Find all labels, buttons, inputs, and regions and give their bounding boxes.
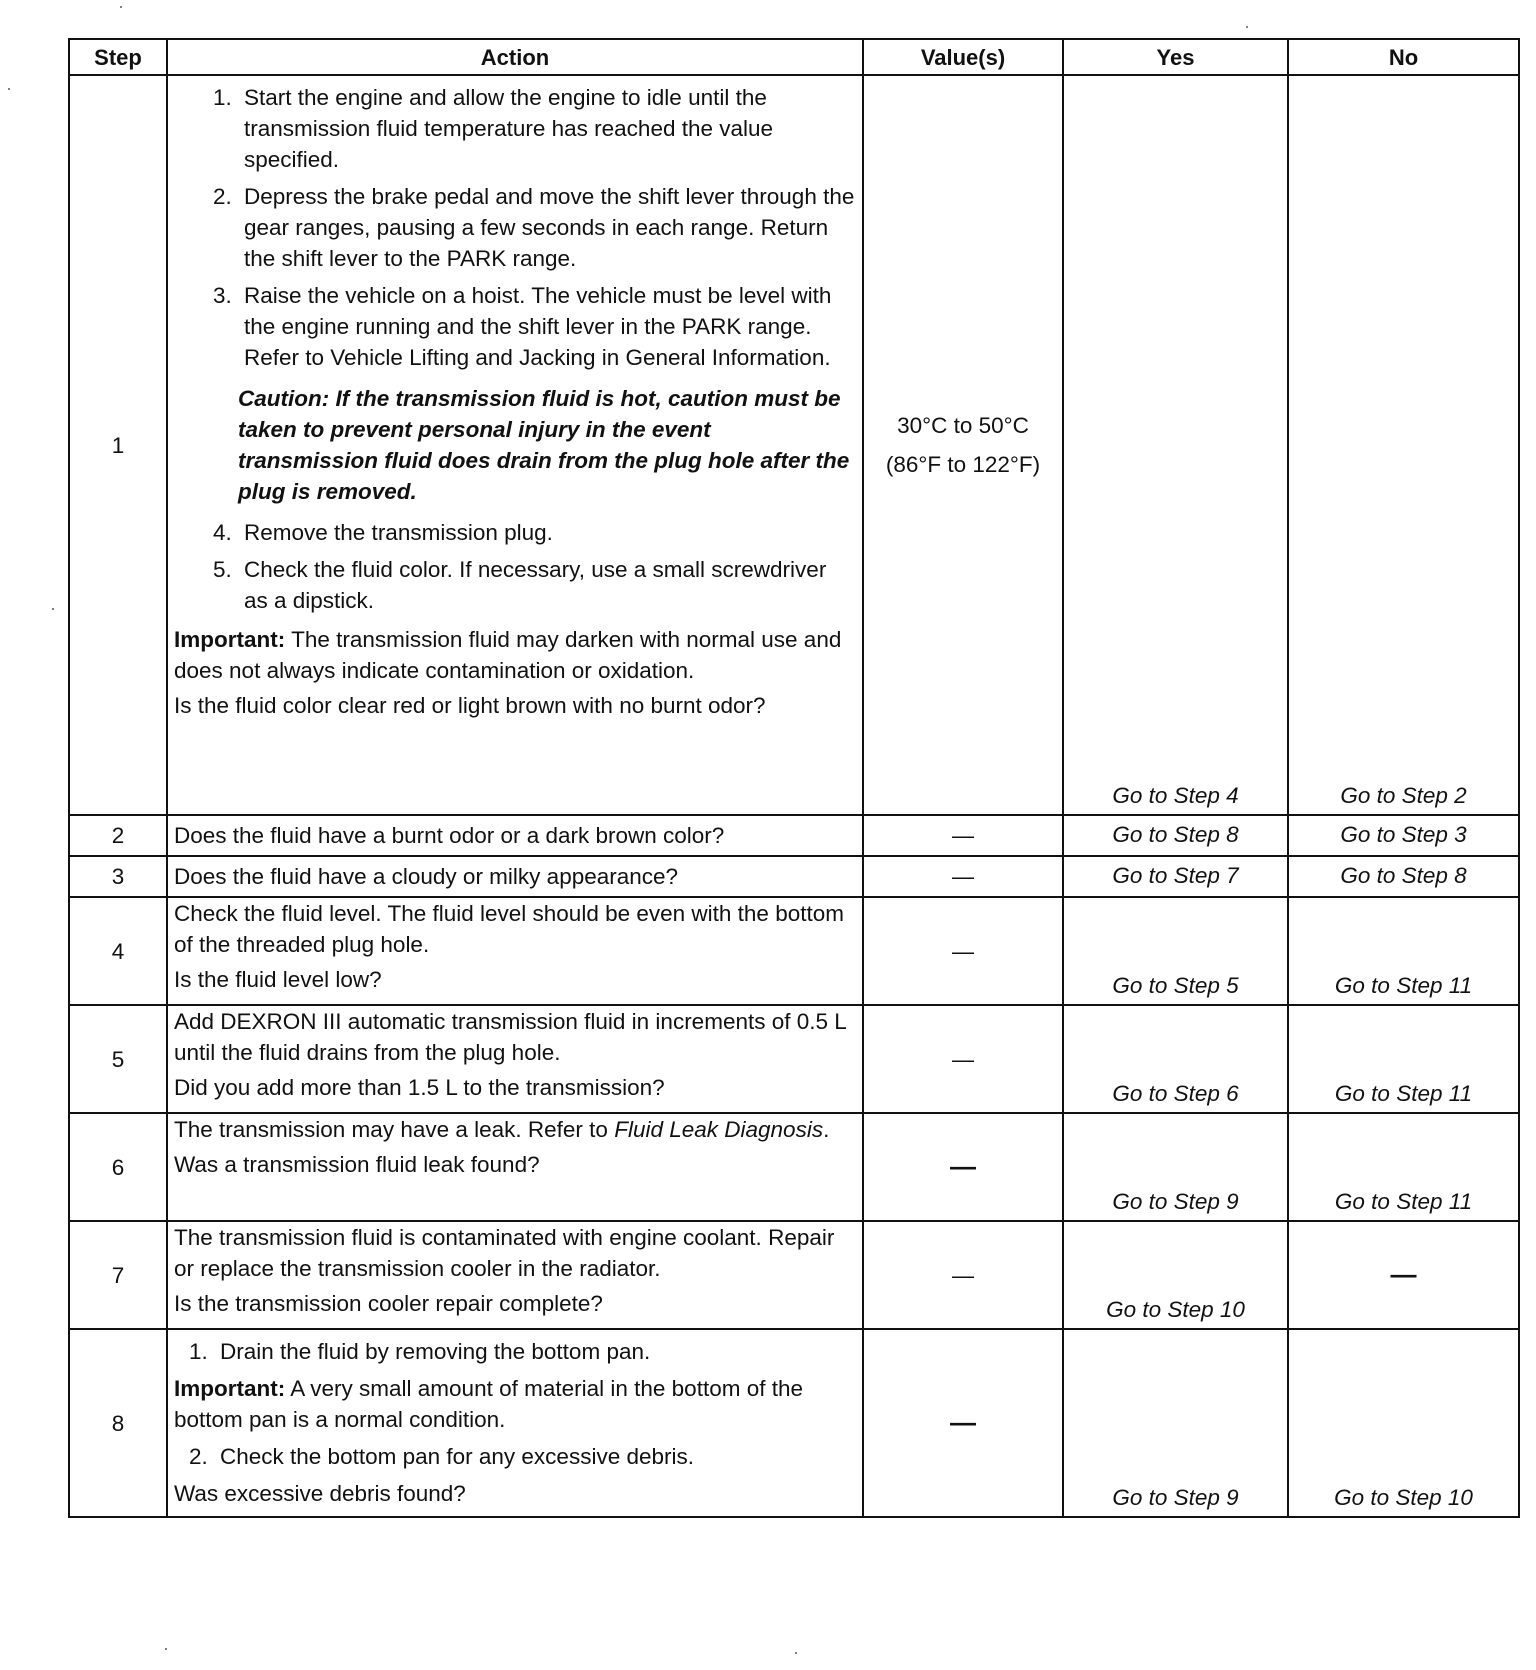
no-target: Go to Step 2 [1340,783,1467,808]
yes-target: Go to Step 9 [1112,1189,1239,1214]
substep-list [174,82,856,373]
value-dash: — [952,823,974,848]
value-dash: — [952,1046,974,1072]
yes-target: Go to Step 9 [1112,1485,1239,1510]
table-row [69,897,1519,1005]
action-cell [167,897,863,1005]
yes-cell [1063,815,1288,856]
substep: 4. Remove the transmission plug. [238,517,856,548]
action-cell [167,1329,863,1517]
action-text: Check the fluid level. The fluid level should be even with the bottom of the threaded plug hole. [174,901,844,957]
no-target: Go to Step 11 [1334,1189,1473,1214]
header-action: Action [167,39,863,75]
value-fahrenheit: (86°F to 122°F) [885,452,1041,477]
action-cell: Does the fluid have a cloudy or milky appearance? [167,856,863,897]
scan-speck [1246,26,1248,28]
value-cell [863,856,1063,897]
important-label: Important: [174,627,286,652]
important-note [174,1373,856,1435]
action-text-part: . [823,1117,830,1142]
substep: 2. Depress the brake pedal and move the shift lever through the gear ranges, pausing a few seconds in each range. Return the shift lever to the PARK range. [238,181,856,274]
action-cell: Does the fluid have a burnt odor or a dark brown color? [167,815,863,856]
no-target: — [1390,1259,1417,1289]
no-target: Go to Step 10 [1334,1485,1473,1510]
no-cell [1288,1221,1519,1329]
action-text: The transmission fluid is contaminated with engine coolant. Repair or replace the transmission cooler in the radiator. [174,1225,835,1281]
value-cell [863,815,1063,856]
step-number: 4 [69,897,167,1005]
step-number: 6 [69,1113,167,1221]
action-text [174,1114,856,1145]
value-dash: — [952,864,974,889]
yes-cell [1063,1221,1288,1329]
question-text: Is the transmission cooler repair complete? [174,1291,603,1316]
scan-speck [52,608,54,610]
action-cell [167,75,863,815]
step-number: 7 [69,1221,167,1329]
table-row [69,856,1519,897]
substep: 1. Drain the fluid by removing the bottom pan. [214,1336,856,1367]
question-text: Was excessive debris found? [174,1481,466,1506]
no-cell [1288,856,1519,897]
no-cell [1288,1005,1519,1113]
question-text: Did you add more than 1.5 L to the transmission? [174,1075,665,1100]
substep: 3. Raise the vehicle on a hoist. The vehicle must be level with the engine running and the shift lever in the PARK range. Refer to Vehicle Lifting and Jacking in General Information. [238,280,856,373]
yes-cell [1063,1005,1288,1113]
value-celsius: 30°C to 50°C [897,413,1029,438]
step-number: 1 [69,75,167,815]
table-row [69,1005,1519,1113]
important-text: The transmission fluid may darken with normal use and does not always indicate contamination or oxidation. [174,627,842,683]
value-dash: — [950,1407,976,1437]
scan-speck [165,1648,167,1650]
yes-target: Go to Step 5 [1112,973,1239,998]
substep: 2. Check the bottom pan for any excessive debris. [214,1441,856,1472]
step-number: 8 [69,1329,167,1517]
scan-speck [795,1652,797,1654]
question-text: Is the fluid level low? [174,967,382,992]
question-text: Is the fluid color clear red or light brown with no burnt odor? [174,693,766,718]
no-target: Go to Step 11 [1334,973,1473,998]
action-text-part: The transmission may have a leak. Refer to [174,1117,615,1142]
header-row [69,39,1519,75]
no-cell [1288,75,1519,815]
header-step: Step [69,39,167,75]
substep-list [174,1441,856,1472]
caution-note: Caution: If the transmission fluid is hot, caution must be taken to prevent personal injury in the event transmission fluid does drain from the plug hole after the plug is removed. [238,386,850,504]
step-number: 3 [69,856,167,897]
table-row [69,1329,1519,1517]
value-cell [863,1221,1063,1329]
reference-link: Fluid Leak Diagnosis [614,1117,824,1142]
yes-cell [1063,856,1288,897]
yes-cell [1063,1329,1288,1517]
yes-cell [1063,1113,1288,1221]
value-dash: — [952,1262,974,1288]
value-cell [863,897,1063,1005]
substep-list [174,1336,856,1367]
yes-target: Go to Step 10 [1106,1297,1245,1322]
header-yes: Yes [1063,39,1288,75]
no-cell [1288,1329,1519,1517]
value-cell [863,1005,1063,1113]
no-cell [1288,1113,1519,1221]
scan-speck [8,88,10,90]
no-cell [1288,815,1519,856]
important-note [174,624,856,686]
question-text: Was a transmission fluid leak found? [174,1152,540,1177]
yes-target: Go to Step 7 [1112,862,1239,888]
action-text: Add DEXRON III automatic transmission fluid in increments of 0.5 L until the fluid drains from the plug hole. [174,1009,846,1065]
substep: 5. Check the fluid color. If necessary, use a small screwdriver as a dipstick. [238,554,856,616]
diagnostic-table [68,38,1520,1518]
substep-list [174,517,856,616]
substep: 1. Start the engine and allow the engine to idle until the transmission fluid temperature has reached the value specified. [238,82,856,175]
action-cell [167,1005,863,1113]
no-cell [1288,897,1519,1005]
scan-speck [120,6,122,8]
table-row [69,815,1519,856]
yes-target: Go to Step 4 [1112,783,1239,808]
action-cell [167,1113,863,1221]
yes-cell [1063,897,1288,1005]
no-target: Go to Step 11 [1334,1081,1473,1106]
value-dash: — [950,1151,976,1181]
no-target: Go to Step 8 [1340,862,1467,888]
table-row [69,1113,1519,1221]
no-target: Go to Step 3 [1340,821,1467,847]
step-number: 2 [69,815,167,856]
table-row [69,75,1519,815]
value-cell [863,1329,1063,1517]
header-no: No [1288,39,1519,75]
header-values: Value(s) [863,39,1063,75]
important-text: A very small amount of material in the bottom of the bottom pan is a normal condition. [174,1376,804,1432]
table-row [69,1221,1519,1329]
step-number: 5 [69,1005,167,1113]
yes-target: Go to Step 8 [1112,821,1239,847]
value-dash: — [952,938,974,964]
value-cell [863,1113,1063,1221]
important-label: Important: [174,1376,286,1401]
yes-cell [1063,75,1288,815]
yes-target: Go to Step 6 [1112,1081,1239,1106]
action-cell [167,1221,863,1329]
value-cell [863,75,1063,815]
